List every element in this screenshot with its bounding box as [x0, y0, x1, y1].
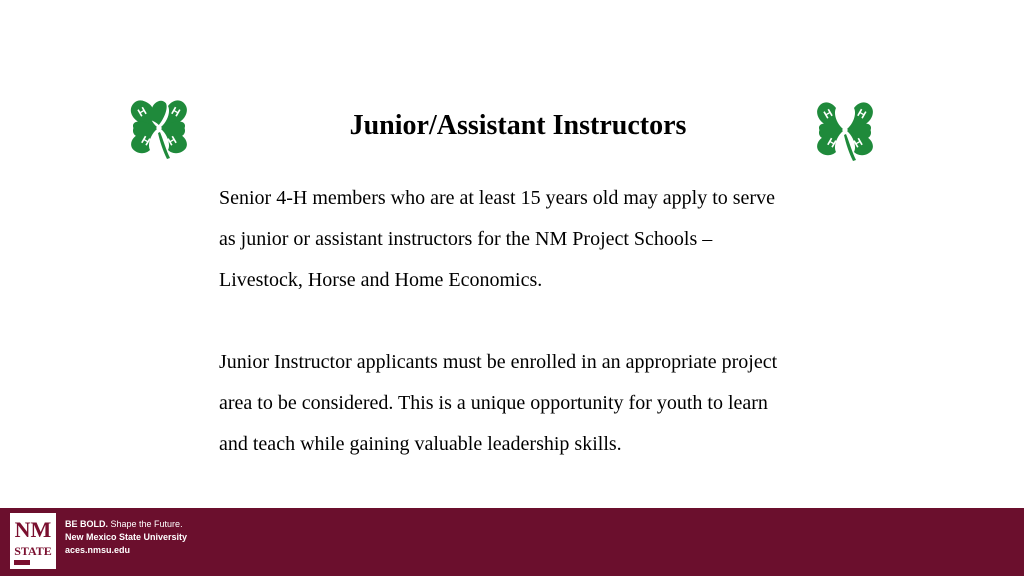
body-line: as junior or assistant instructors for the NM Project Schools –	[219, 228, 713, 250]
svg-text:NM: NM	[14, 517, 52, 542]
tagline-bold: BE BOLD.	[65, 519, 109, 529]
footer-tagline	[65, 518, 187, 531]
svg-text:H: H	[852, 136, 865, 151]
body-line: area to be considered. This is a unique opportunity for youth to learn	[219, 392, 768, 414]
tagline-rest: Shape the Future.	[108, 519, 183, 529]
slide-title: Junior/Assistant Instructors	[349, 110, 687, 141]
svg-text:H: H	[139, 134, 152, 149]
four-h-clover-icon	[124, 92, 194, 162]
svg-text:STATE: STATE	[14, 544, 52, 558]
body-line: Livestock, Horse and Home Economics.	[219, 269, 543, 291]
footer-bar	[0, 508, 1024, 576]
body-line: Junior Instructor applicants must be enrolled in an appropriate project	[219, 351, 778, 373]
svg-text:H: H	[855, 107, 868, 122]
svg-text:H: H	[825, 136, 838, 151]
nm-state-logo-icon	[10, 513, 56, 569]
svg-text:H: H	[822, 107, 835, 122]
four-h-clover-icon	[810, 94, 880, 164]
footer-website-link[interactable]: aces.nmsu.edu	[65, 545, 131, 555]
paragraph-spacer	[219, 301, 879, 342]
svg-text:H: H	[136, 105, 149, 120]
svg-text:H: H	[169, 105, 182, 120]
slide-body	[219, 178, 879, 465]
svg-text:H: H	[166, 134, 179, 149]
body-line: Senior 4-H members who are at least 15 years old may apply to serve	[219, 187, 775, 209]
footer-text	[65, 518, 187, 557]
footer-university: New Mexico State University	[65, 532, 188, 542]
body-line: and teach while gaining valuable leadership skills.	[219, 433, 622, 455]
nm-state-logo	[10, 513, 56, 569]
